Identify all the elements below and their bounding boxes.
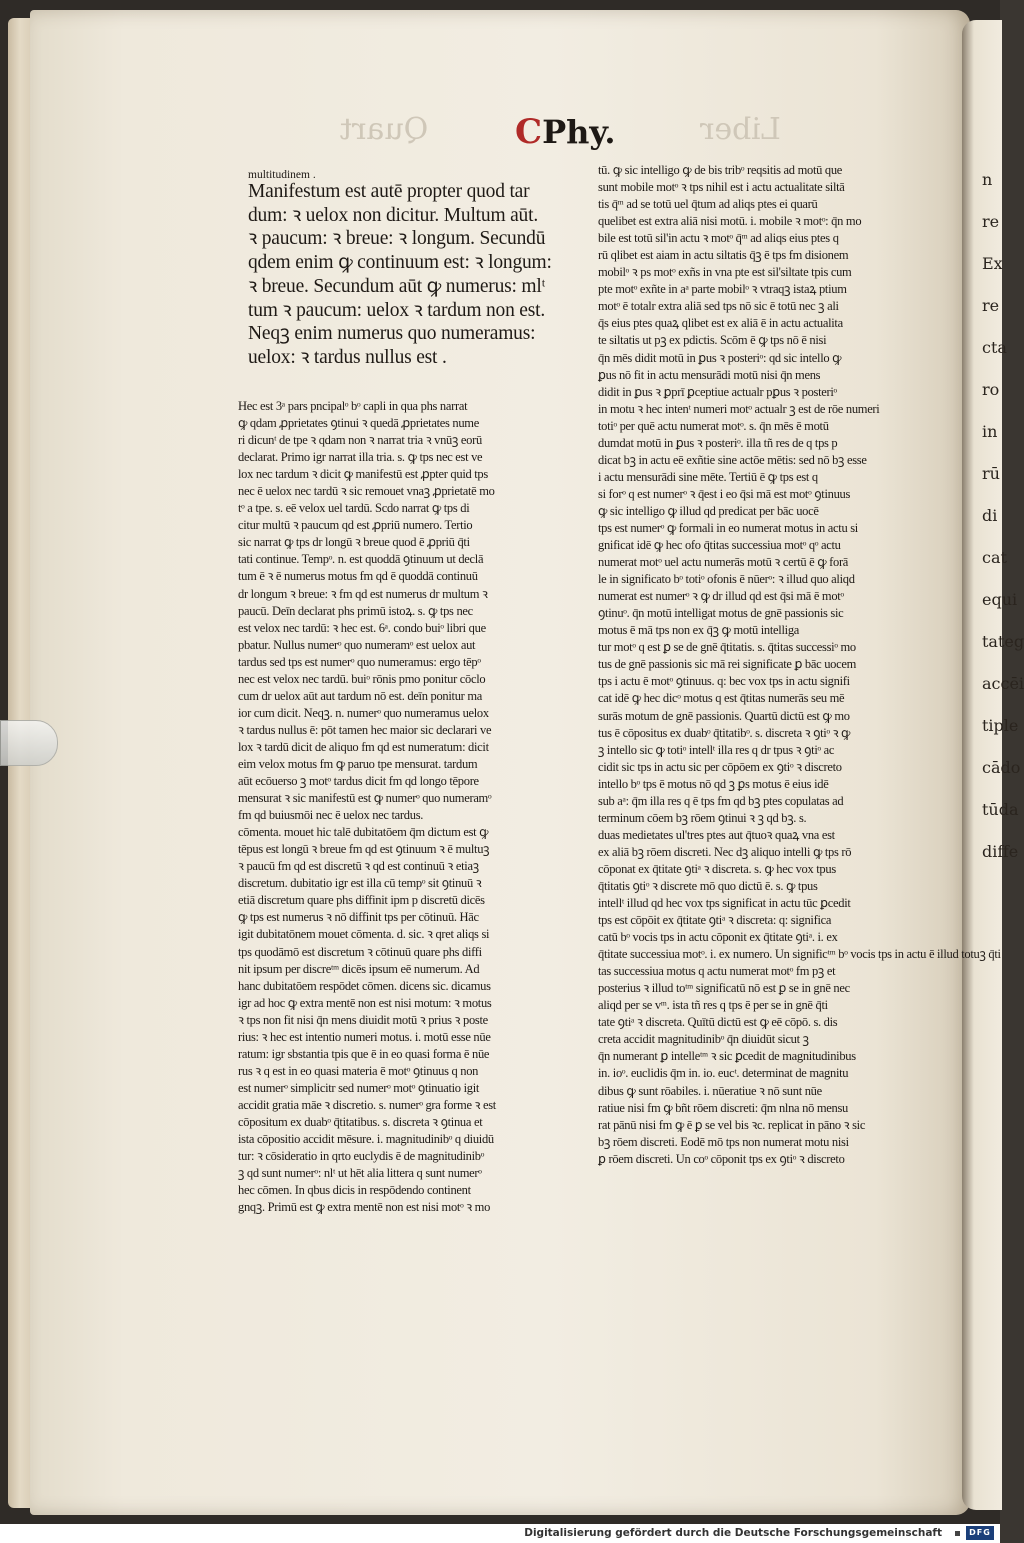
text-line: q̄n numerant ꝑ intelleᵗᵐ ꝛ sic ꝑcedit de magnitudinibus bbox=[598, 1049, 856, 1064]
running-head bbox=[515, 112, 615, 152]
text-line: dr longum ꝛ breue: ꝛ fm qd est numerus dr multum ꝛ bbox=[238, 586, 488, 601]
next-page-fragment: tūda bbox=[982, 800, 1019, 819]
text-line: motus ē mā tps non ex q̄ꝫ ꝙ motū intelliga bbox=[598, 623, 800, 638]
text-line: le in significato bᵒ totiᵒ ofonis ē nūerᵒ: ꝛ illud quo aliqd bbox=[598, 572, 855, 587]
text-line: tps est numerᵒ ꝙ formali in eo numerat motus in actu si bbox=[598, 520, 858, 535]
text-line: q̄titate successiua motᵒ. i. ex numero. Un significᵗᵐ bᵒ vocis tps in actu ē illud totuꝫ q̄ti bbox=[598, 947, 1001, 962]
text-line: in motu ꝛ hec intenᵗ numeri motᵒ actualr ꝫ est de rōe numeri bbox=[598, 401, 880, 416]
text-line: q̄s eius ptes quaꝝ qlibet est ex aliā ē in actu actualita bbox=[598, 316, 843, 331]
next-page-fragment: cta bbox=[982, 338, 1007, 357]
text-line: cat idē ꝙ hec dicᵒ motus q est q̄titas numerās seu mē bbox=[598, 691, 845, 706]
text-line: posterius ꝛ illud toᵗᵐ significatū nō est ꝑ se in gnē nec bbox=[598, 981, 850, 996]
text-line: etiā discretum quare phs diffinit ipm p discretū dicēs bbox=[238, 893, 485, 908]
text-line: ꝯtinuᵒ. q̄n motū intelligat motus de gnē passionis sic bbox=[598, 606, 844, 621]
text-line: cōponat ex q̄titate ꝯtiᵃ ꝛ discreta. s. ꝙ hec vox tpus bbox=[598, 861, 836, 876]
text-line: aliqd per se vᵐ. ista tñ res q tps ē per se in gnē q̄ti bbox=[598, 998, 828, 1013]
text-line: i actu mensurādi sine mēte. Tertiū ē ꝙ tps est q bbox=[598, 469, 818, 484]
text-line: bꝫ rōem discreti. Eodē mō tps non numerat motu nisi bbox=[598, 1134, 849, 1149]
text-line: ex aliā bꝫ rōem discreti. Nec dꝫ aliquo intelli ꝙ tps rō bbox=[598, 844, 852, 859]
next-page-fragment: cat bbox=[982, 548, 1007, 567]
text-line: igr ad hoc ꝙ extra mentē non est nisi motum: ꝛ motus bbox=[238, 995, 492, 1010]
text-line: tati continue. Tempᵒ. n. est quoddā ꝯtinuum ut declā bbox=[238, 552, 484, 567]
text-line: q̄titatis ꝯtiᵒ ꝛ discrete mō quo dictū ē. s. ꝙ tpus bbox=[598, 878, 818, 893]
text-line: ꝛ breue. Secundum aūt ꝙ numerus: mlᵗ bbox=[248, 275, 546, 297]
text-line: tus ē cōpositus ex duabᵒ q̄titatibᵒ. s. discreta ꝛ ꝯtiᵒ ꝛ ꝙ bbox=[598, 725, 851, 740]
text-line: dicat bꝫ in actu eē exñtie sine actōe mētis: sed nō bꝫ esse bbox=[598, 452, 867, 467]
text-line: aūt ecōuerso ꝫ motᵒ tardus dicit fm qd longo tēpore bbox=[238, 774, 479, 789]
next-page-fragment: re bbox=[982, 212, 1000, 231]
rubric-mark: C bbox=[515, 112, 543, 152]
text-line: totiᵒ per quē actu numerat motᵒ. s. q̄n mēs ē motū bbox=[598, 418, 829, 433]
text-line: rius: ꝛ hec est intentio numeri motus. i. motū esse nūe bbox=[238, 1029, 491, 1044]
text-line: ꝙ tps est numerus ꝛ nō diffinit tps per cōtinuū. Hāc bbox=[238, 910, 479, 925]
text-line: ratiue nisi fm ꝙ bñt rōem discreti: q̄m nlna nō mensu bbox=[598, 1100, 848, 1115]
left-column-intro: multitudinem . bbox=[248, 169, 316, 181]
page-clip bbox=[0, 720, 58, 766]
text-line: intellᵗ illud qd hec vox tps significat in actu tūc ꝑcedit bbox=[598, 896, 851, 911]
text-line: tū. ꝙ sic intelligo ꝙ de bis tribᵒ reqsitis ad motū que bbox=[598, 163, 843, 177]
text-line: rat pānū nisi fm ꝙ ē ꝑ se vel bis ꝛc. replicat in pāno ꝛ sic bbox=[598, 1117, 866, 1132]
text-line: ri dicunᵗ de tpe ꝛ qdam non ꝛ narrat tria ꝛ vnūꝫ eorū bbox=[238, 433, 482, 448]
text-line: ꝙ qdam ꝓprietates ꝯtinui ꝛ quedā ꝓprietates nume bbox=[238, 416, 479, 431]
text-line: terminum cōem bꝫ rōem ꝯtinui ꝛ ꝫ qd bꝫ. s. bbox=[598, 810, 807, 825]
footer-separator-icon bbox=[955, 1531, 960, 1536]
text-line: tas successiua motus q actu numerat motᵒ fm pꝫ et bbox=[598, 964, 836, 979]
text-line: numerat est numerᵒ ꝛ ꝙ dr illud qd est q̄si mā ē motᵒ bbox=[598, 589, 844, 604]
text-line: mensurat ꝛ sic manifestū est ꝙ numerᵒ quo numeramᵒ bbox=[238, 791, 492, 806]
text-line: rus ꝛ q est in eo quasi materia ē motᵒ ꝯtinuus q non bbox=[238, 1063, 479, 1078]
text-line: lox nec tardum ꝛ dicit ꝙ manifestū est ꝓpter quid tps bbox=[238, 467, 488, 482]
text-line: sub aᵃ: q̄m illa res q ē tps fm qd bꝫ ptes copulatas ad bbox=[598, 793, 844, 808]
text-line: paucū. Deīn declarat phs primū istoꝝ. s. ꝙ tps nec bbox=[238, 603, 473, 618]
text-line: tur motᵒ q est ꝑ se de gnē q̄titatis. s. q̄titas successiᵒ mo bbox=[598, 640, 856, 655]
text-line: Hec est 3ᵃ pars pncipalᵒ bᵒ capli in qua phs narrat bbox=[238, 399, 468, 413]
text-line: ratum: igr sbstantia tpis que ē in eo quasi forma ē nūe bbox=[238, 1046, 490, 1061]
text-line: cōpositum ex duabᵒ q̄titatibus. s. discreta ꝛ ꝯtinua et bbox=[238, 1114, 483, 1129]
text-line: ꝛ tardus nullus ē: pōt tamen hec maior sic declarari ve bbox=[238, 722, 492, 737]
text-line: ꝛ paucū fm qd est discretū ꝛ qd est continuū ꝛ etiaꝫ bbox=[238, 859, 479, 874]
text-line: citur multū ꝛ paucum qd est ꝓpriū numero. Tertio bbox=[238, 518, 473, 533]
next-page-fragment: equi bbox=[982, 590, 1018, 609]
text-line: pte motᵒ exñte in aᵃ parte mobilᵒ ꝛ vtraqꝫ istaꝝ ptium bbox=[598, 282, 847, 297]
text-line: est velox nec tardū: ꝛ hec est. 6ᵃ. condo buiᵒ libri que bbox=[238, 620, 486, 635]
text-line: qdem enim ꝙ continuum est: ꝛ longum: bbox=[248, 252, 552, 274]
text-line: intello bᵒ tps ē motus nō qd ꝫ ꝑs motus ē eius idē bbox=[598, 776, 829, 791]
text-line: gnificat idē ꝙ hec ofo q̄titas successiua motᵒ qᵒ actu bbox=[598, 538, 841, 553]
text-line: sic narrat ꝙ tps dr longū ꝛ breue quod ē ꝓpriū q̄ti bbox=[238, 535, 470, 550]
next-page-fragment: rū bbox=[982, 464, 1000, 483]
text-line: fm qd buiusmōi nec ē uelox nec tardus. bbox=[238, 808, 424, 823]
text-line: duas medietates ul'tres ptes aut q̄tuoꝛ quaꝝ vna est bbox=[598, 827, 835, 842]
text-line: ior cum dicit. Neqꝫ. n. numerᵒ quo numeramus uelox bbox=[238, 705, 489, 720]
text-line: tēpus est longū ꝛ breue fm qd est ꝯtinuum ꝛ ē multuꝫ bbox=[238, 842, 490, 857]
text-line: ꝛ tps non fit nisi q̄n mens diuidit motū ꝛ prius ꝛ poste bbox=[238, 1012, 488, 1027]
text-line: q̄n mēs didit motū in ꝑus ꝛ posteriᵒ: qd sic intello ꝙ bbox=[598, 350, 842, 365]
next-page-fragment: Ex bbox=[982, 254, 1003, 273]
text-line: sunt mobile motᵒ ꝛ tps nihil est i actu actualitate siltā bbox=[598, 180, 845, 195]
next-page-fragment: di bbox=[982, 506, 998, 525]
text-line: tis q̄ᵐ ad se totū uel q̄tum ad aliqs ptes ei quarū bbox=[598, 197, 818, 212]
next-page-fragment: tateg bbox=[982, 632, 1024, 651]
next-page-fragment: accēi bbox=[982, 674, 1024, 693]
text-line: accidit gratia māe ꝛ discretio. s. numerᵒ gra forme ꝛ est bbox=[238, 1097, 496, 1112]
text-line: ꝛ paucum: ꝛ breue: ꝛ longum. Secundū bbox=[248, 228, 546, 250]
text-line: uelox: ꝛ tardus nullus est . bbox=[248, 346, 447, 368]
text-line: cidit sic tps in actu sic per cōpōem ex ꝯtiᵒ ꝛ discreto bbox=[598, 759, 842, 774]
text-line: ꝙ sic intelligo ꝙ illud qd predicat per bāc uocē bbox=[598, 503, 819, 518]
text-line: eim velox motus fm ꝙ paruo tpe mensurat. tardum bbox=[238, 756, 478, 771]
text-line: ꝫ intello sic ꝙ totiᵒ intellᵗ illa res q dr tpus ꝛ ꝯtiᵒ ac bbox=[598, 742, 835, 757]
text-line: mobilᵒ ꝛ ps motᵒ exñs in vna pte est sil'siltate tpis cum bbox=[598, 265, 852, 280]
text-line: ꝫ qd sunt numerᵒ: nlᵗ ut hēt alia littera q sunt numerᵒ bbox=[238, 1166, 482, 1181]
text-line: tum ꝛ paucum: uelox ꝛ tardum non est. bbox=[248, 299, 546, 321]
text-line: dum: ꝛ uelox non dicitur. Multum aūt. bbox=[248, 204, 538, 226]
text-line: gnqꝫ. Primū est ꝙ extra mentē non est nisi motᵒ ꝛ mo bbox=[238, 1200, 491, 1215]
next-page-fragment: re bbox=[982, 296, 1000, 315]
text-line: dumdat motū in ꝑus ꝛ posteriᵒ. illa tñ res de q tps p bbox=[598, 435, 838, 450]
text-line: catū bᵒ vocis tps in actu cōponit ex q̄titate ꝯtiᵃ. i. ex bbox=[598, 930, 838, 945]
next-page-fragment: tiple bbox=[982, 716, 1019, 735]
text-line: didit in ꝑus ꝛ ꝑprī ꝑceptiue actualr pꝑus ꝛ posteriᵒ bbox=[598, 384, 837, 399]
text-line: surās motum de gnē passionis. Quartū dictū est ꝙ mo bbox=[598, 708, 850, 723]
show-through-text: Quart bbox=[340, 112, 429, 147]
text-line: nec ē uelox nec tardū ꝛ sic remouet vnaꝫ ꝓprietatē mo bbox=[238, 484, 495, 499]
text-line: Neqꝫ enim numerus quo numeramus: bbox=[248, 323, 536, 345]
text-line: tps quodāmō est discretum ꝛ cōtinuū quare phs diffi bbox=[238, 944, 482, 959]
text-line: cōmenta. mouet hic talē dubitatōem q̄m dictum est ꝙ bbox=[238, 825, 489, 840]
dfg-logo: DFG bbox=[966, 1526, 994, 1540]
text-line: in. ioᵒ. euclidis q̄m in. io. eucᵗ. determinat de magnitu bbox=[598, 1066, 849, 1081]
text-line: tps est cōpōit ex q̄titate ꝯtiᵃ ꝛ discreta: q: significa bbox=[598, 913, 832, 928]
text-line: bile est totū sil'in actu ꝛ motᵒ q̄ᵐ ad aliqs eius ptes q bbox=[598, 231, 839, 246]
text-line: cum dr uelox aūt aut tardum nō est. deīn ponitur ma bbox=[238, 688, 483, 703]
text-line: pbatur. Nullus numerᵒ quo numeramᵒ est uelox aut bbox=[238, 637, 476, 652]
text-line: discretum. dubitatio igr est illa cū tempᵒ sit ꝯtinuū ꝛ bbox=[238, 876, 482, 891]
text-line: nec est velox nec tardū. buiᵒ rōnis pmo ponitur cōclo bbox=[238, 671, 486, 686]
show-through-text: Liber bbox=[700, 112, 781, 147]
text-line: tardus sed tps est numerᵒ quo numeramus: ergo tēpᵒ bbox=[238, 654, 481, 669]
footer-credit: Digitalisierung gefördert durch die Deutsche Forschungsgemeinschaft bbox=[524, 1527, 942, 1539]
next-page-fragment: cādo bbox=[982, 758, 1021, 777]
text-line: motᵒ ē totalr extra aliā sed tps nō sic ē totū nec ꝫ ali bbox=[598, 299, 839, 314]
text-line: tus de gnē passionis sic mā rei significate ꝑ bāc uocem bbox=[598, 657, 857, 672]
text-line: hec cōmen. In qbus dicis in respōdendo continent bbox=[238, 1183, 471, 1198]
text-line: nit ipsum per discreᵗᵐ dicēs ipsum eē numerum. Ad bbox=[238, 961, 480, 976]
text-line: tᵒ a tpe. s. eē velox uel tardū. Scdo narrat ꝙ tps di bbox=[238, 501, 470, 516]
next-page-fragment: diffe bbox=[982, 842, 1019, 861]
text-line: Manifestum est autē propter quod tar bbox=[248, 181, 530, 202]
text-line: tur: ꝛ cōsideratio in qrto euclydis ē de magnitudinibᵒ bbox=[238, 1149, 485, 1164]
text-line: numerat motᵒ uel actu numerās motū ꝛ certū ē ꝙ forā bbox=[598, 555, 849, 570]
footer-bar bbox=[0, 1524, 1000, 1543]
text-line: rū qlibet est aiam in actu siltatis q̄ꝫ ē tps fm disionem bbox=[598, 248, 849, 263]
text-line: dibus ꝙ sunt rōabiles. i. nūeratiue ꝛ nō sunt nūe bbox=[598, 1083, 822, 1098]
text-line: est numerᵒ simplicitr sed numerᵒ motᵒ ꝯtinuatio igit bbox=[238, 1080, 480, 1095]
text-line: igit dubitatōnem mouet cōmenta. d. sic. ꝛ qret aliqs si bbox=[238, 927, 490, 942]
text-line: tps i actu ē motᵒ ꝯtinuus. q: bec vox tps in actu signifi bbox=[598, 674, 850, 689]
right-commentary-block bbox=[598, 162, 1001, 1168]
text-line: si forᵒ q est numerᵒ ꝛ q̄est i eo q̄si mā est motᵒ ꝯtinuus bbox=[598, 486, 851, 501]
text-line: quelibet est extra aliā nisi motū. i. mobile ꝛ motᵒ: q̄n mo bbox=[598, 214, 862, 229]
text-line: ista cōpositio accidit mēsure. i. magnitudinibᵒ q diuidū bbox=[238, 1132, 494, 1147]
text-line: creta accidit magnitudinibᵒ q̄n diuidūt sicut ꝫ bbox=[598, 1032, 809, 1047]
text-line: tum ē ꝛ ē numerus motus fm qd ē quoddā continuū bbox=[238, 569, 478, 584]
text-line: te siltatis ut pꝫ ex pdictis. Scōm ē ꝙ tps nō ē nisi bbox=[598, 333, 827, 348]
next-page-fragment: ro bbox=[982, 380, 1000, 399]
text-line: declarat. Primo igr narrat illa tria. s. ꝙ tps nec est ve bbox=[238, 450, 483, 465]
left-commentary-block bbox=[238, 398, 496, 1216]
aristotle-text-block bbox=[248, 180, 552, 370]
next-page-fragment: n bbox=[982, 170, 993, 189]
text-line: ꝑus nō fit in actu mensurādi motū nisi q̄n mens bbox=[598, 367, 821, 382]
text-line: tate ꝯtiᵃ ꝛ discreta. Quītū dictū est ꝙ eē cōpō. s. dis bbox=[598, 1015, 838, 1030]
text-line: lox ꝛ tardū dicit de aliquo fm qd est numeratum: dicit bbox=[238, 739, 489, 754]
text-line: ꝑ rōem discreti. Un coᵒ cōponit tps ex ꝯtiᵒ ꝛ discreto bbox=[598, 1151, 845, 1166]
running-head-text: Phy. bbox=[542, 113, 616, 151]
text-line: hanc dubitatōem respōdet cōmen. dicens sic. dicamus bbox=[238, 978, 491, 993]
next-page-fragment: in bbox=[982, 422, 998, 441]
